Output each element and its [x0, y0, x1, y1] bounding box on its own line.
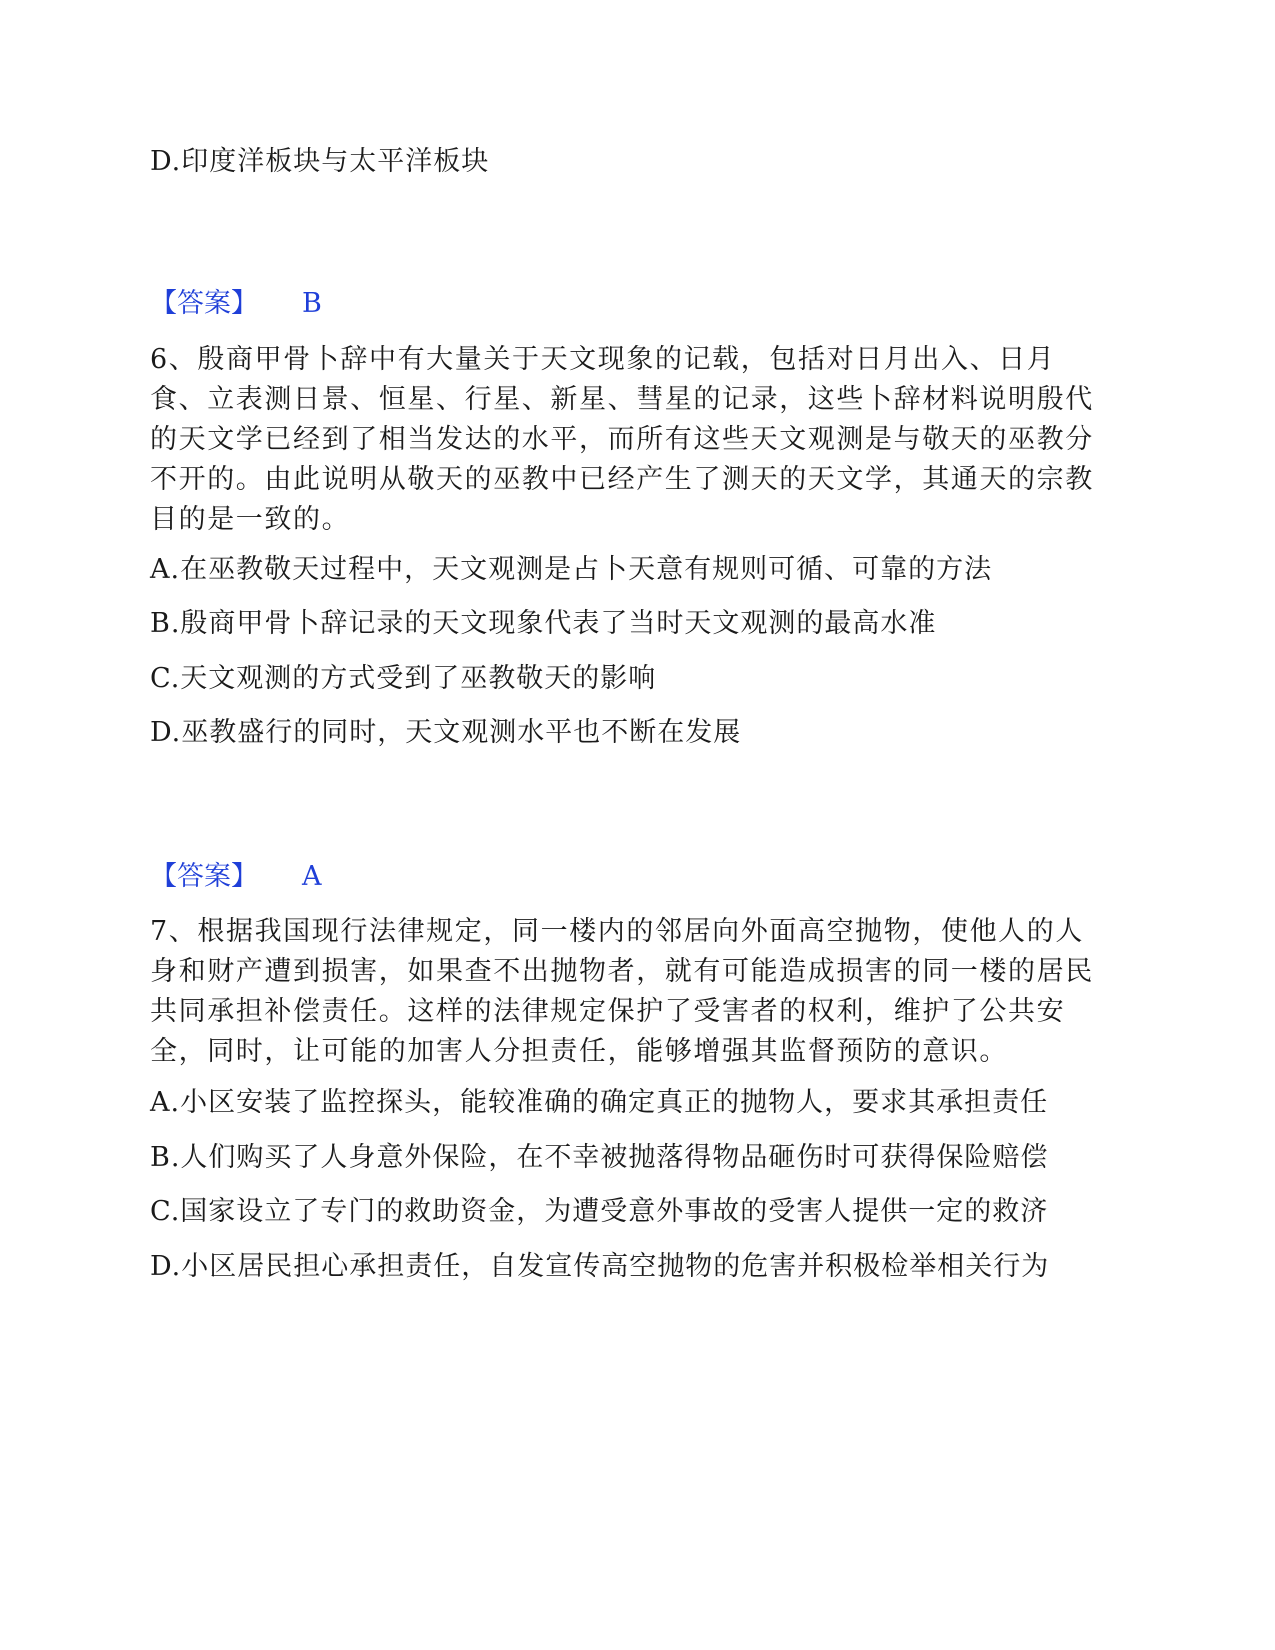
answer-value: A	[302, 861, 322, 892]
q6-stem: 6、殷商甲骨卜辞中有大量关于天文现象的记载，包括对日月出入、日月食、立表测日景、恒星、行星、新星、彗星的记录，这些卜辞材料说明殷代的天文学已经到了相当发达的水平，而所有这些天文观测是与敬天的巫教分不开的。由此说明从敬天的巫教中已经产生了测天的天文学，其通天的宗教目的是一致的。	[150, 344, 1094, 535]
answer-label: 【答案】	[150, 288, 258, 319]
q6-option-d: D.巫教盛行的同时，天文观测水平也不断在发展	[150, 717, 742, 748]
q6-option-a: A.在巫教敬天过程中，天文观测是占卜天意有规则可循、可靠的方法	[150, 554, 993, 585]
q7-option-a: A.小区安装了监控探头，能较准确的确定真正的抛物人，要求其承担责任	[150, 1087, 1049, 1118]
q6-option-b: B.殷商甲骨卜辞记录的天文现象代表了当时天文观测的最高水准	[150, 608, 937, 639]
q6-answer	[150, 857, 322, 897]
q7-option-c: C.国家设立了专门的救助资金，为遭受意外事故的受害人提供一定的救济	[150, 1196, 1049, 1227]
q5-answer	[150, 284, 322, 324]
q6-option-c: C.天文观测的方式受到了巫教敬天的影响	[150, 663, 657, 694]
answer-label: 【答案】	[150, 861, 258, 892]
q5-option-d: D.印度洋板块与太平洋板块	[150, 146, 490, 177]
answer-value: B	[302, 288, 322, 319]
q7-option-b: B.人们购买了人身意外保险，在不幸被抛落得物品砸伤时可获得保险赔偿	[150, 1142, 1049, 1173]
q7-stem: 7、根据我国现行法律规定，同一楼内的邻居向外面高空抛物，使他人的人身和财产遭到损害，如果查不出抛物者，就有可能造成损害的同一楼的居民共同承担补偿责任。这样的法律规定保护了受害者的权利，维护了公共安全，同时，让可能的加害人分担责任，能够增强其监督预防的意识。	[150, 916, 1094, 1067]
q7-option-d: D.小区居民担心承担责任，自发宣传高空抛物的危害并积极检举相关行为	[150, 1251, 1050, 1282]
